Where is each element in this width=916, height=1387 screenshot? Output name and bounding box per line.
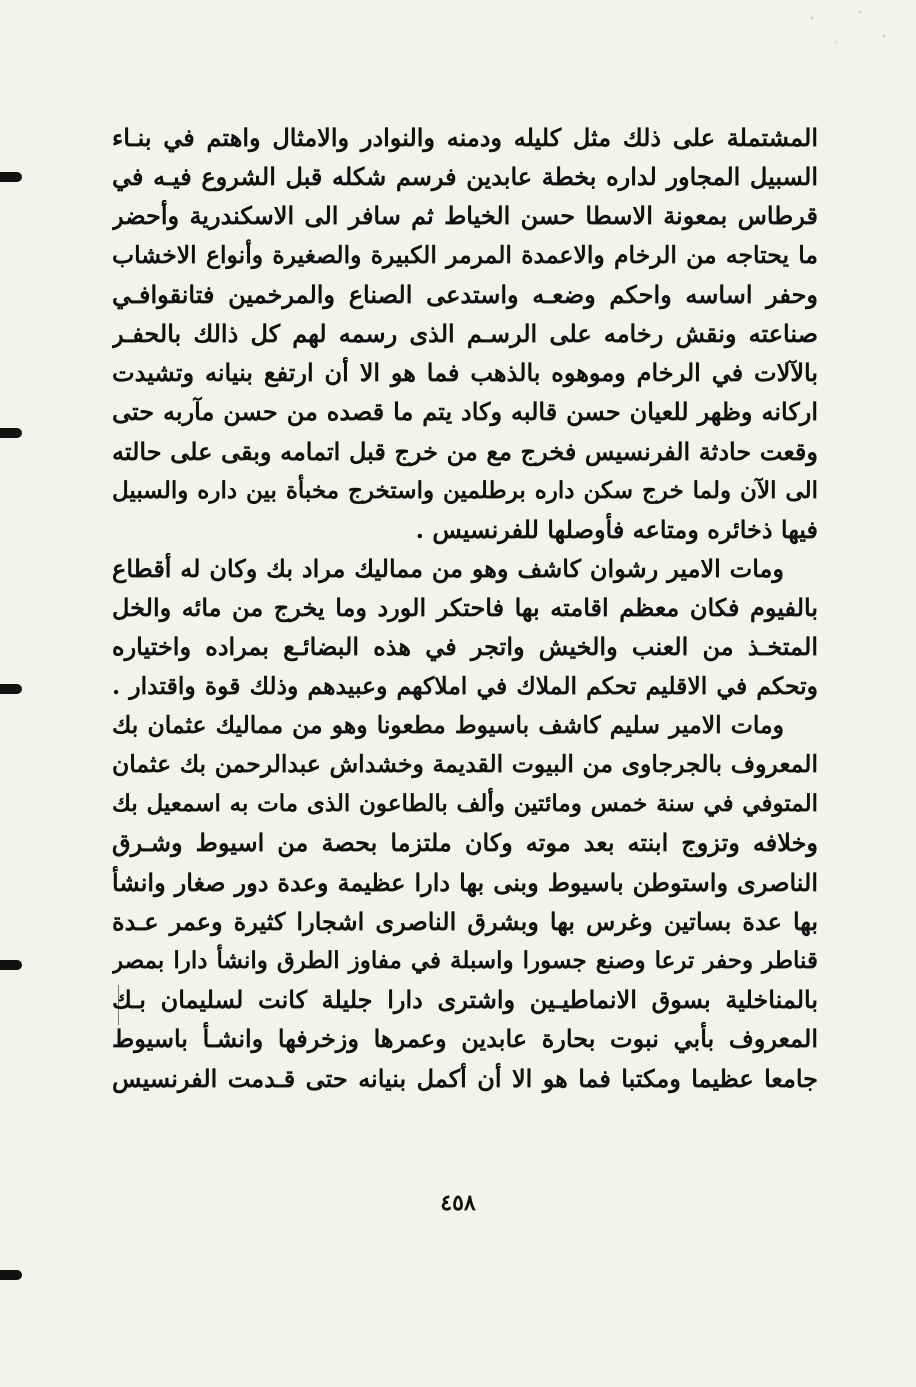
text-line: الى الآن ولما خرج سكن داره برطلمين واستخرج مخبأة بين داره والسبيل <box>112 476 818 504</box>
text-line: السبيل المجاور لداره بخطة عابدين فرسم شكله قبل الشروع فيـه في <box>112 162 818 192</box>
binder-mark <box>0 684 22 694</box>
text-line: قرطاس بمعونة الاسطا حسن الخياط ثم سافر الى الاسكندرية وأحضر <box>112 201 818 231</box>
binder-mark <box>0 428 22 438</box>
text-line: بها عدة بساتين وغرس بها وبشرق الناصرى اشجارا كثيرة وعمر عـدة <box>112 906 818 936</box>
text-line: فيها ذخائره ومتاعه فأوصلها للفرنسيس . <box>415 514 818 544</box>
text-line: المعروف بالجرجاوى من البيوت القديمة وخشداش عبدالرحمن بك عثمان <box>112 750 818 778</box>
text-line: الناصرى واستوطن باسيوط وبنى بها دارا عظيمة وعدة دور صغار وانشأ <box>112 867 818 897</box>
text-line: المشتملة على ذلك مثل كليله ودمنه والنوادر والامثال واهتم في بنـاء <box>112 123 818 152</box>
text-line: وحفر اساسه واحكم وضعـه واستدعى الصناع والمرخمين فتانقوافـي <box>112 279 818 309</box>
text-line: المتخـذ من العنب والخيش واتجر في هذه البضائـع بمراده واختياره <box>112 632 818 662</box>
text-line: وتحكم في الاقليم تحكم الملاك في املاكهم وعبيدهم وذلك قوة واقتدار . <box>112 671 818 700</box>
text-line: قناطر وحفر ترعا وصنع جسورا واسبلة في مفاوز الطرق وانشأ دارا بمصر <box>112 946 818 974</box>
page-number: ٤٥٨ <box>440 1190 476 1216</box>
text-line: بالفيوم فكان معظم اقامته بها فاحتكر الورد وما يخرج من مائه والخل <box>112 593 818 623</box>
text-line: ومات الامير سليم كاشف باسيوط مطعونا وهو من مماليك عثمان بك <box>112 710 784 739</box>
text-line: المتوفي في سنة خمس ومائتين وألف بالطاعون الذى مات به اسمعيل بك <box>112 790 818 818</box>
text-line: جامعا عظيما ومكتبا فما هو الا أن أكمل بنيانه حتى قـدمت الفرنسيس <box>112 1063 818 1093</box>
binder-mark <box>0 960 22 970</box>
paper-speckle <box>788 0 908 60</box>
binder-mark <box>0 1270 22 1280</box>
binder-mark <box>0 172 22 182</box>
text-line: وخلافه وتزوج ابنته بعد موته وكان ملتزما بحصة من اسيوط وشـرق <box>112 828 818 858</box>
text-line: اركانه وظهر للعيان حسن قالبه وكاد يتم ما قصده من حسن مآربه حتى <box>112 397 818 427</box>
text-line: بالمناخلية بسوق الانماطيـين واشترى دارا جليلة كانت لسليمان بـك <box>112 985 818 1015</box>
text-line: ما يحتاجه من الرخام والاعمدة المرمر الكبيرة والصغيرة وأنواع الاخشاب <box>112 240 818 269</box>
text-line: وقعت حادثة الفرنسيس فخرج مع من خرج قبل اتمامه وبقى على حالته <box>112 436 818 466</box>
text-line: صناعته ونقش رخامه على الرسـم الذى رسمه لهم كل ذالك بالحفـر <box>112 318 818 348</box>
text-line: بالآلات في الرخام وموهوه بالذهب فما هو الا أن ارتفع بنيانه وتشيدت <box>112 358 818 388</box>
text-line: ومات الامير رشوان كاشف وهو من مماليك مراد بك وكان له أقطاع <box>112 554 784 584</box>
body-text <box>112 118 818 1098</box>
text-line: المعروف بأبي نبوت بحارة عابدين وعمرها وزخرفها وانشـأ باسيوط <box>112 1024 818 1054</box>
